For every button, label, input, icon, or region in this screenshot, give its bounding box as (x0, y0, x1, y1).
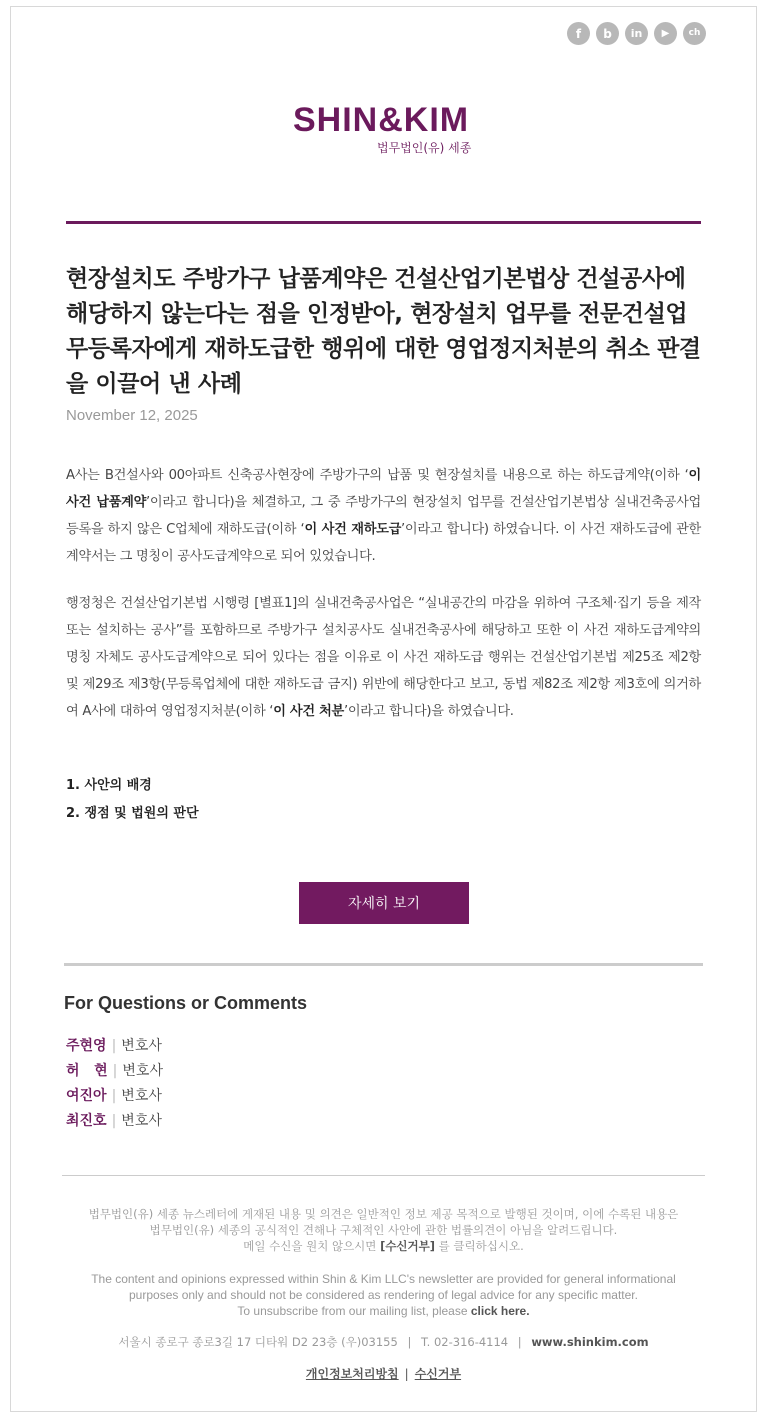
article-paragraph-2 (66, 590, 701, 725)
section-divider (64, 963, 703, 966)
unsubscribe-link-en[interactable]: click here. (470, 1304, 530, 1318)
p2-text-a: 행정청은 건설산업기본법 시행령 [별표1]의 실내건축공사업은 “실내공간의 마감을 위하여 구조체·집기 등을 제작 또는 설치하는 공사”를 포함하므로 주방가구 설치공사도 실내건축공사에 해당하고 또한 이 사건 재하도급계약의 명칭 자체도 공사도급계약으로 되어 있다는 점을 이유로 이 사건 재하도급 행위는 건설산업기본법 제25조 제2항 및 제29조 제3항(무등록업체에 대한 재하도급 금지) 위반에 해당한다고 보고, 동법 제82조 제2항 제3호에 의거하여 A사에 대하여 영업정지처분(이하 ‘ (66, 596, 701, 719)
contact-name[interactable]: 허 현 (66, 1063, 108, 1079)
p1-text-c: ’이라고 합니다)을 체결하고, 그 중 주방가구의 현장설치 업무를 건설산업기본법상 실내건축공사업 등록을 하지 않은 C업체에 재하도급(이하 ‘ (66, 495, 701, 537)
office-phone: T. 02-316-4114 (421, 1335, 509, 1349)
contact-role: 변호사 (122, 1063, 163, 1079)
linkedin-icon[interactable]: in (625, 22, 648, 45)
contact-name[interactable]: 주현영 (66, 1038, 107, 1054)
facebook-icon[interactable]: f (567, 22, 590, 45)
article-date: November 12, 2025 (66, 407, 198, 424)
unsubscribe-text: To unsubscribe from our mailing list, please (237, 1304, 471, 1318)
separator: | (111, 1088, 117, 1104)
unsubscribe-link[interactable]: 수신거부 (414, 1367, 462, 1381)
separator: | (111, 1113, 117, 1129)
toc-item: 1. 사안의 배경 (66, 778, 152, 793)
read-more-button[interactable]: 자세히 보기 (299, 882, 469, 924)
footer-disclaimer-en (62, 1271, 705, 1319)
contact-role: 변호사 (121, 1038, 162, 1054)
separator: | (111, 1038, 117, 1054)
contacts-heading: For Questions or Comments (64, 993, 308, 1013)
footer-divider (62, 1175, 705, 1176)
footer-address (62, 1334, 705, 1350)
blog-icon[interactable]: b (596, 22, 619, 45)
logo-subtitle: 법무법인(유) 세종 (377, 141, 472, 155)
website-link[interactable]: www.shinkim.com (531, 1335, 649, 1349)
contact-row (66, 1084, 163, 1109)
contact-row (66, 1034, 163, 1059)
disclaimer-en-line: purposes only and should not be considered as rendering of legal advice for any specific matter. (129, 1288, 638, 1302)
privacy-policy-link[interactable]: 개인정보처리방침 (305, 1367, 399, 1381)
youtube-icon[interactable]: ▶ (654, 22, 677, 45)
article-paragraph-1 (66, 462, 701, 570)
separator: | (404, 1367, 409, 1381)
unsubscribe-text: 메일 수신을 원치 않으시면 (243, 1239, 381, 1253)
disclaimer-en-unsubscribe (62, 1303, 705, 1319)
p2-term: 이 사건 처분 (273, 704, 344, 719)
social-links (567, 22, 706, 45)
p2-text-c: ’이라고 합니다)을 하였습니다. (343, 704, 514, 719)
article-title: 현장설치도 주방가구 납품계약은 건설산업기본법상 건설공사에 해당하지 않는다는 점을 인정받아, 현장설치 업무를 전문건설업 무등록자에게 재하도급한 행위에 대한 영업정지처분의 취소 판결을 이끌어 낸 사례 (66, 266, 701, 397)
separator: | (517, 1335, 522, 1349)
shin-kim-logo[interactable] (293, 101, 473, 155)
p1-term-2: 이 사건 재하도급 (304, 522, 402, 537)
disclaimer-ko-unsubscribe (62, 1238, 705, 1254)
unsubscribe-text: 를 클릭하십시오. (435, 1239, 524, 1253)
table-of-contents (66, 772, 199, 828)
footer-links (62, 1366, 705, 1382)
unsubscribe-link-ko[interactable]: [수신거부] (380, 1239, 436, 1253)
toc-item: 2. 쟁점 및 법원의 판단 (66, 806, 199, 821)
contact-role: 변호사 (121, 1113, 162, 1129)
footer-disclaimer-ko (62, 1206, 705, 1254)
header-divider (66, 221, 701, 224)
p1-text-d: ’이라고 합니다) 하였습니다. 이 사건 재하도급에 관한 계약서는 그 명칭이 공사도급계약으로 되어 있었습니다. (66, 522, 702, 564)
separator: | (112, 1063, 118, 1079)
contact-role: 변호사 (121, 1088, 162, 1104)
contact-name[interactable]: 최진호 (66, 1113, 107, 1129)
disclaimer-en-line: The content and opinions expressed within Shin & Kim LLC's newsletter are provided for general informational (91, 1272, 676, 1286)
contact-row (66, 1109, 163, 1134)
disclaimer-ko-line: 법무법인(유) 세종의 공식적인 견해나 구체적인 사안에 관한 법률의견이 아님을 알려드립니다. (149, 1223, 618, 1237)
office-address: 서울시 종로구 종로3길 17 디타워 D2 23층 (우)03155 (118, 1335, 398, 1349)
kakaotalk-icon[interactable]: ch (683, 22, 706, 45)
contact-row (66, 1059, 163, 1084)
contact-name[interactable]: 여진아 (66, 1088, 107, 1104)
separator: | (407, 1335, 412, 1349)
p1-text-a: A사는 B건설사와 00아파트 신축공사현장에 주방가구의 납품 및 현장설치를 내용으로 하는 하도급계약(이하 ‘ (66, 468, 689, 483)
disclaimer-ko-line: 법무법인(유) 세종 뉴스레터에 게재된 내용 및 의견은 일반적인 정보 제공 목적으로 발행된 것이며, 이에 수록된 내용은 (88, 1207, 679, 1221)
p1-term-1: 이 사건 납품계약 (66, 468, 701, 510)
logo-wordmark: SHIN&KIM (293, 101, 470, 139)
contacts-list (66, 1034, 163, 1134)
